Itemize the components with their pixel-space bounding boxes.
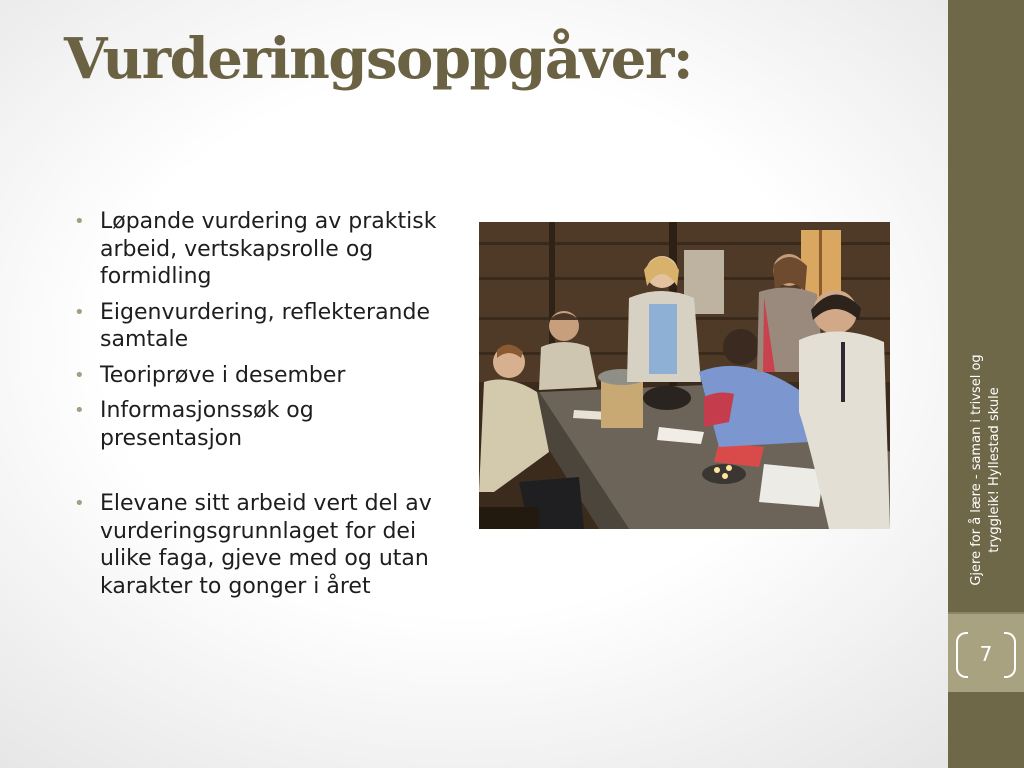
bullet-text: Eigenvurdering, reflekterande samtale [100,299,430,352]
bullet-item [72,490,462,600]
bullet-item [72,362,462,390]
bullet-item [72,208,462,291]
classroom-photo [479,222,890,529]
bullet-text: Informasjonssøk og presentasjon [100,398,314,451]
bullet-marker: • [74,493,85,514]
footer-line-2: tryggleik! Hyllestad skule [987,387,1002,553]
footer-line-1: Gjere for å lære - saman i trivsel og [969,354,984,586]
bullet-item [72,397,462,452]
bullet-marker: • [74,211,85,232]
bullet-text: Løpande vurdering av praktisk arbeid, vertskapsrolle og formidling [100,209,437,289]
bullet-text: Teoriprøve i desember [100,362,346,388]
slide-title: Vurderingsoppgåver: [64,26,692,92]
photo-illustration [479,222,890,529]
bullet-marker: • [74,364,85,386]
bullet-text: Elevane sitt arbeid vert del av vurderingsgrunnlaget for dei ulike faga, gjeve med og utan karakter to gonger i året [100,491,432,599]
footer-text [968,310,1004,630]
bullet-marker: • [74,301,85,323]
bullet-item [72,299,462,354]
page-number: 7 [979,642,993,666]
bullet-list [72,208,462,608]
bullet-marker: • [74,400,85,421]
